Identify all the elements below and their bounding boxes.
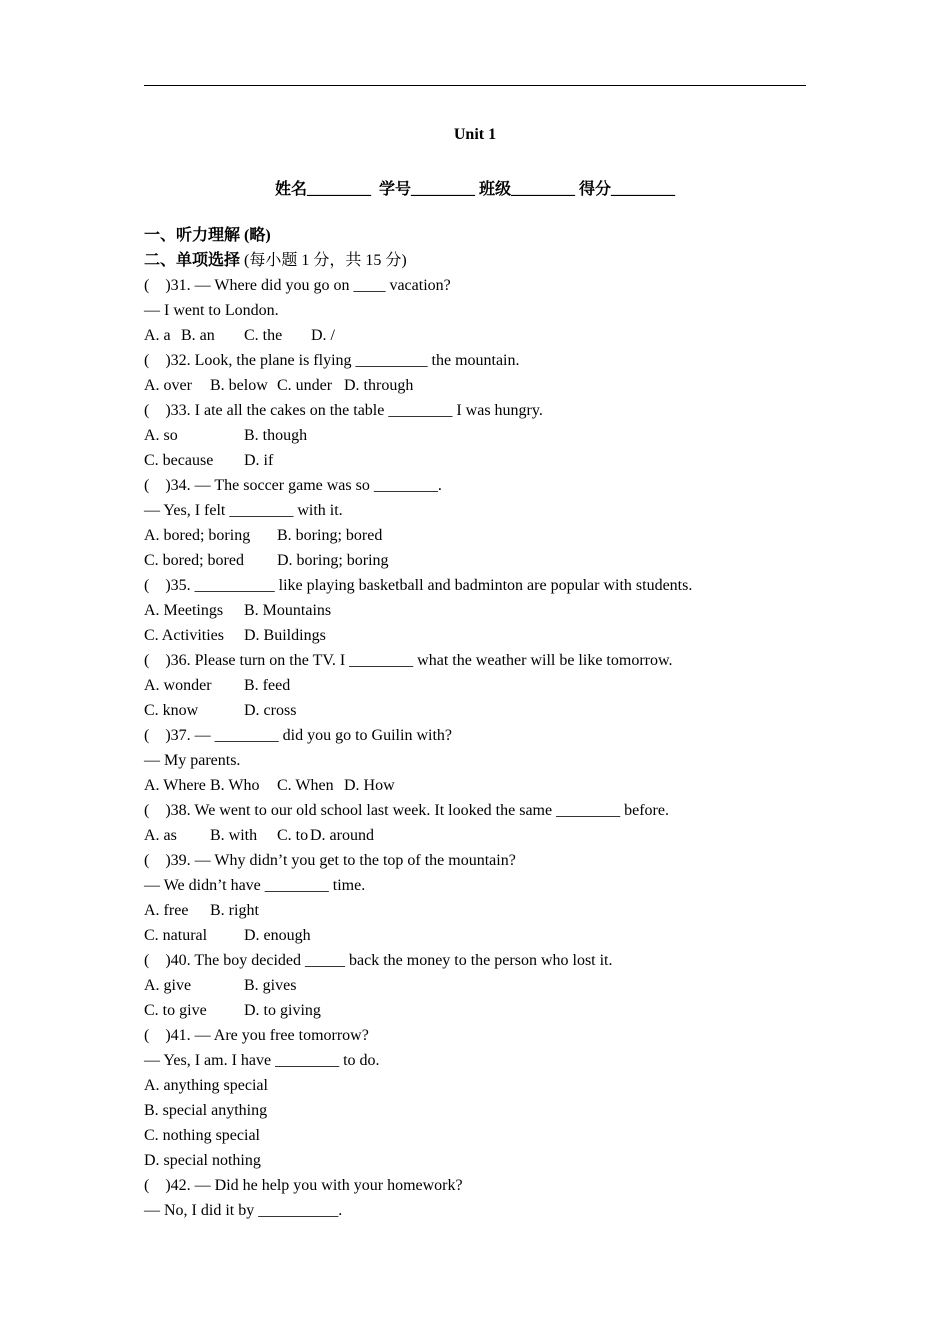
question-37-option-b: B. Who (210, 777, 260, 794)
question-40-option-b: B. gives (244, 977, 297, 994)
question-41-option-c: C. nothing special (144, 1127, 260, 1144)
question-39-option-a: A. free (144, 902, 189, 919)
section-listening-title: 一、听力理解 (略) (144, 227, 271, 244)
question-33-stem: ( )33. I ate all the cakes on the table ________ I was hungry. (144, 402, 543, 419)
question-32-option-c: C. under (277, 377, 333, 394)
question-33-option-c: C. because (144, 452, 214, 469)
question-42-reply: — No, I did it by __________. (144, 1202, 343, 1219)
question-41-option-b: B. special anything (144, 1102, 268, 1119)
question-38-stem: ( )38. We went to our old school last week. It looked the same ________ before. (144, 802, 669, 819)
question-35-stem: ( )35. __________ like playing basketball and badminton are popular with students. (144, 577, 693, 594)
question-41-option-d: D. special nothing (144, 1152, 261, 1169)
question-31-reply: — I went to London. (144, 302, 279, 319)
question-32-stem: ( )32. Look, the plane is flying _________ the mountain. (144, 352, 520, 369)
question-38-option-a: A. as (144, 827, 177, 844)
question-35-option-b: B. Mountains (244, 602, 332, 619)
question-36-option-d: D. cross (244, 702, 297, 719)
question-34-option-d: D. boring; boring (277, 552, 389, 569)
header-rule (144, 85, 806, 86)
question-41-stem: ( )41. — Are you free tomorrow? (144, 1027, 369, 1044)
question-33-option-d: D. if (244, 452, 274, 469)
question-36-option-c: C. know (144, 702, 199, 719)
question-42-stem: ( )42. — Did he help you with your homework? (144, 1177, 463, 1194)
question-38-option-b: B. with (210, 827, 258, 844)
question-38-option-c: C. to (277, 827, 309, 844)
question-36-option-a: A. wonder (144, 677, 212, 694)
question-36-option-b: B. feed (244, 677, 291, 694)
question-39-option-d: D. enough (244, 927, 311, 944)
question-32-option-b: B. below (210, 377, 268, 394)
question-35-option-d: D. Buildings (244, 627, 326, 644)
question-37-option-a: A. Where (144, 777, 206, 794)
question-34-stem: ( )34. — The soccer game was so ________. (144, 477, 442, 494)
question-31-stem: ( )31. — Where did you go on ____ vacation? (144, 277, 451, 294)
question-39-stem: ( )39. — Why didn’t you get to the top of the mountain? (144, 852, 516, 869)
question-33-option-b: B. though (244, 427, 308, 444)
question-32-option-a: A. over (144, 377, 192, 394)
question-37-reply: — My parents. (144, 752, 241, 769)
question-39-option-b: B. right (210, 902, 259, 919)
question-34-reply: — Yes, I felt ________ with it. (144, 502, 343, 519)
student-info-line: 姓名________ 学号________ 班级________ 得分________ (274, 181, 675, 198)
question-39-reply: — We didn’t have ________ time. (144, 877, 366, 894)
question-35-option-c: C. Activities (144, 627, 224, 644)
question-40-stem: ( )40. The boy decided _____ back the money to the person who lost it. (144, 952, 613, 969)
section-choice-note: (每小题 1 分，共 15 分) (240, 252, 407, 269)
question-31-option-b: B. an (181, 327, 215, 344)
question-39-option-c: C. natural (144, 927, 208, 944)
question-34-option-a: A. bored; boring (144, 527, 251, 544)
section-choice-title (144, 251, 407, 271)
question-38-option-d: D. around (310, 827, 374, 844)
question-37-stem: ( )37. — ________ did you go to Guilin with? (144, 727, 452, 744)
question-40-option-d: D. to giving (244, 1002, 321, 1019)
question-41-option-a: A. anything special (144, 1077, 268, 1094)
question-31-option-d: D. / (311, 327, 335, 344)
question-35-option-a: A. Meetings (144, 602, 224, 619)
question-33-option-a: A. so (144, 427, 178, 444)
question-40-option-c: C. to give (144, 1002, 207, 1019)
question-36-stem: ( )36. Please turn on the TV. I ________ what the weather will be like tomorrow. (144, 652, 673, 669)
section-choice-label: 二、单项选择 (144, 252, 241, 269)
question-34-option-c: C. bored; bored (144, 552, 244, 569)
question-37-option-c: C. When (277, 777, 334, 794)
question-31-option-c: C. the (244, 327, 283, 344)
question-32-option-d: D. through (344, 377, 414, 394)
question-34-option-b: B. boring; bored (277, 527, 383, 544)
question-40-option-a: A. give (144, 977, 192, 994)
page-title: Unit 1 (453, 126, 497, 143)
question-31-option-a: A. a (144, 327, 171, 344)
question-37-option-d: D. How (344, 777, 395, 794)
question-41-reply: — Yes, I am. I have ________ to do. (144, 1052, 380, 1069)
